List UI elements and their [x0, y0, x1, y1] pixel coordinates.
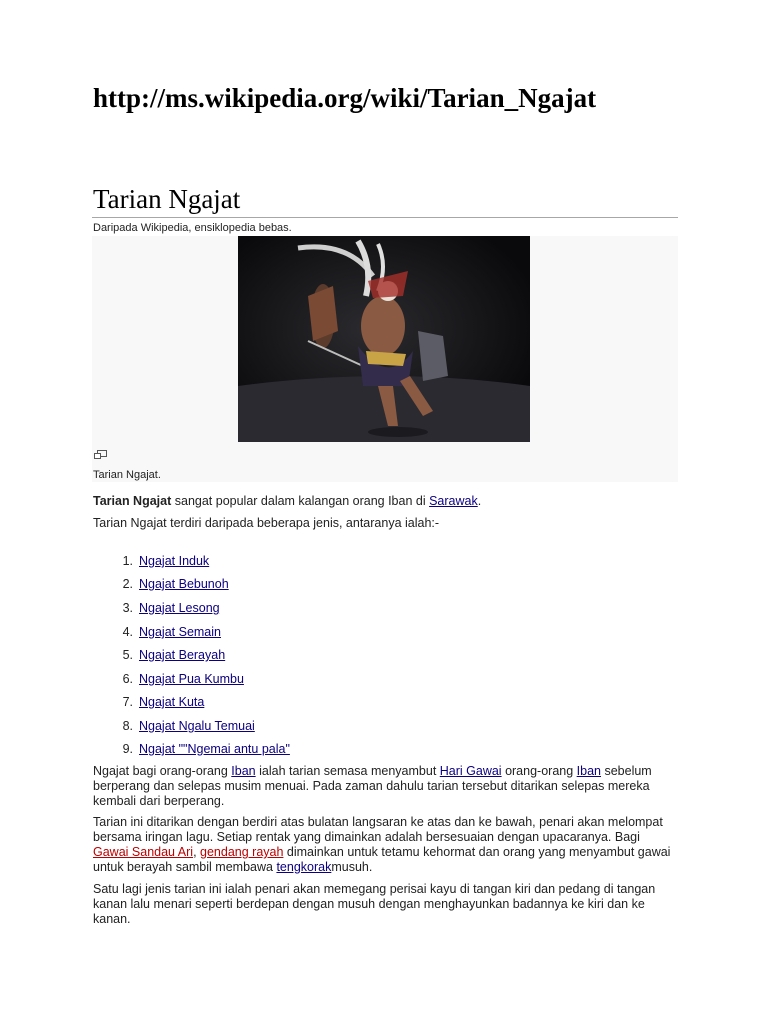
- list-number: 8.: [122, 719, 133, 733]
- list-number: 4.: [122, 625, 133, 639]
- list-number: 1.: [122, 554, 133, 568]
- site-tagline: Daripada Wikipedia, ensiklopedia bebas.: [93, 222, 292, 234]
- intro-end: .: [477, 494, 482, 508]
- paragraph-2: [93, 815, 671, 875]
- para1-text-3: orang-orang: [501, 764, 577, 778]
- list-number: 5.: [122, 648, 133, 662]
- para2-text-1: Tarian ini ditarikan dengan berdiri atas bulatan langsaran ke atas dan ke bawah, penari akan melompat bersama iringan lagu. Setiap rentak yang dimainkan adalah bersesuaian dengan upacaranya. Bagi: [93, 815, 663, 844]
- link-ngajat-kuta[interactable]: Ngajat Kuta: [139, 695, 205, 709]
- para2-text-4: musuh.: [331, 860, 373, 874]
- list-intro: Tarian Ngajat terdiri daripada beberapa jenis, antaranya ialah:-: [93, 516, 440, 530]
- link-hari-gawai[interactable]: Hari Gawai: [439, 764, 502, 778]
- list-number: 9.: [122, 742, 133, 756]
- link-gendang-rayah[interactable]: gendang rayah: [200, 845, 284, 859]
- link-ngajat-berayah[interactable]: Ngajat Berayah: [139, 648, 226, 662]
- intro-paragraph: [93, 494, 481, 509]
- para2-text-2: ,: [193, 845, 201, 859]
- page-title: Tarian Ngajat: [93, 184, 241, 214]
- link-sarawak[interactable]: Sarawak: [429, 494, 478, 508]
- link-ngajat-bebunoh[interactable]: Ngajat Bebunoh: [139, 577, 229, 591]
- link-ngajat-semain[interactable]: Ngajat Semain: [139, 625, 221, 639]
- intro-bold: Tarian Ngajat: [93, 494, 172, 508]
- paragraph-1: [93, 764, 671, 809]
- link-ngajat-ngemai-antu-pala[interactable]: Ngajat ""Ngemai antu pala": [139, 742, 290, 756]
- page-url: http://ms.wikipedia.org/wiki/Tarian_Ngajat: [93, 83, 597, 113]
- dancer-photo-graphic: [238, 236, 530, 442]
- para2-text-3: dimainkan untuk tetamu kehormat dan orang yang menyambut gawai untuk berayah sambil membawa: [93, 845, 671, 874]
- link-ngajat-ngalu-temuai[interactable]: Ngajat Ngalu Temuai: [139, 719, 255, 733]
- figure-caption: Tarian Ngajat.: [93, 469, 161, 481]
- link-gawai-sandau-ari[interactable]: Gawai Sandau Ari: [93, 845, 194, 859]
- title-divider: [92, 217, 678, 218]
- link-tengkorak[interactable]: tengkorak: [276, 860, 332, 874]
- para1-text-1: Ngajat bagi orang-orang: [93, 764, 232, 778]
- dancer-photo[interactable]: [238, 236, 530, 442]
- list-number: 3.: [122, 601, 133, 615]
- enlarge-icon[interactable]: [94, 450, 108, 460]
- paragraph-3: Satu lagi jenis tarian ini ialah penari akan memegang perisai kayu di tangan kiri dan pedang di tangan kanan lalu menari seperti berdepan dengan musuh dengan menghayunkan badannya ke kiri dan ke kanan.: [93, 882, 656, 926]
- link-iban-2[interactable]: Iban: [576, 764, 601, 778]
- link-iban[interactable]: Iban: [231, 764, 256, 778]
- list-number: 7.: [122, 695, 133, 709]
- link-ngajat-induk[interactable]: Ngajat Induk: [139, 554, 210, 568]
- link-ngajat-pua-kumbu[interactable]: Ngajat Pua Kumbu: [139, 672, 244, 686]
- list-number: 2.: [122, 577, 133, 591]
- para1-text-2: ialah tarian semasa menyambut: [255, 764, 440, 778]
- list-number: 6.: [122, 672, 133, 686]
- link-ngajat-lesong[interactable]: Ngajat Lesong: [139, 601, 220, 615]
- intro-text: sangat popular dalam kalangan orang Iban di: [171, 494, 430, 508]
- para1-text-4: sebelum berperang dan selepas musim menuai. Pada zaman dahulu tarian tersebut ditarikan selepas mereka kembali dari berperang.: [93, 764, 652, 808]
